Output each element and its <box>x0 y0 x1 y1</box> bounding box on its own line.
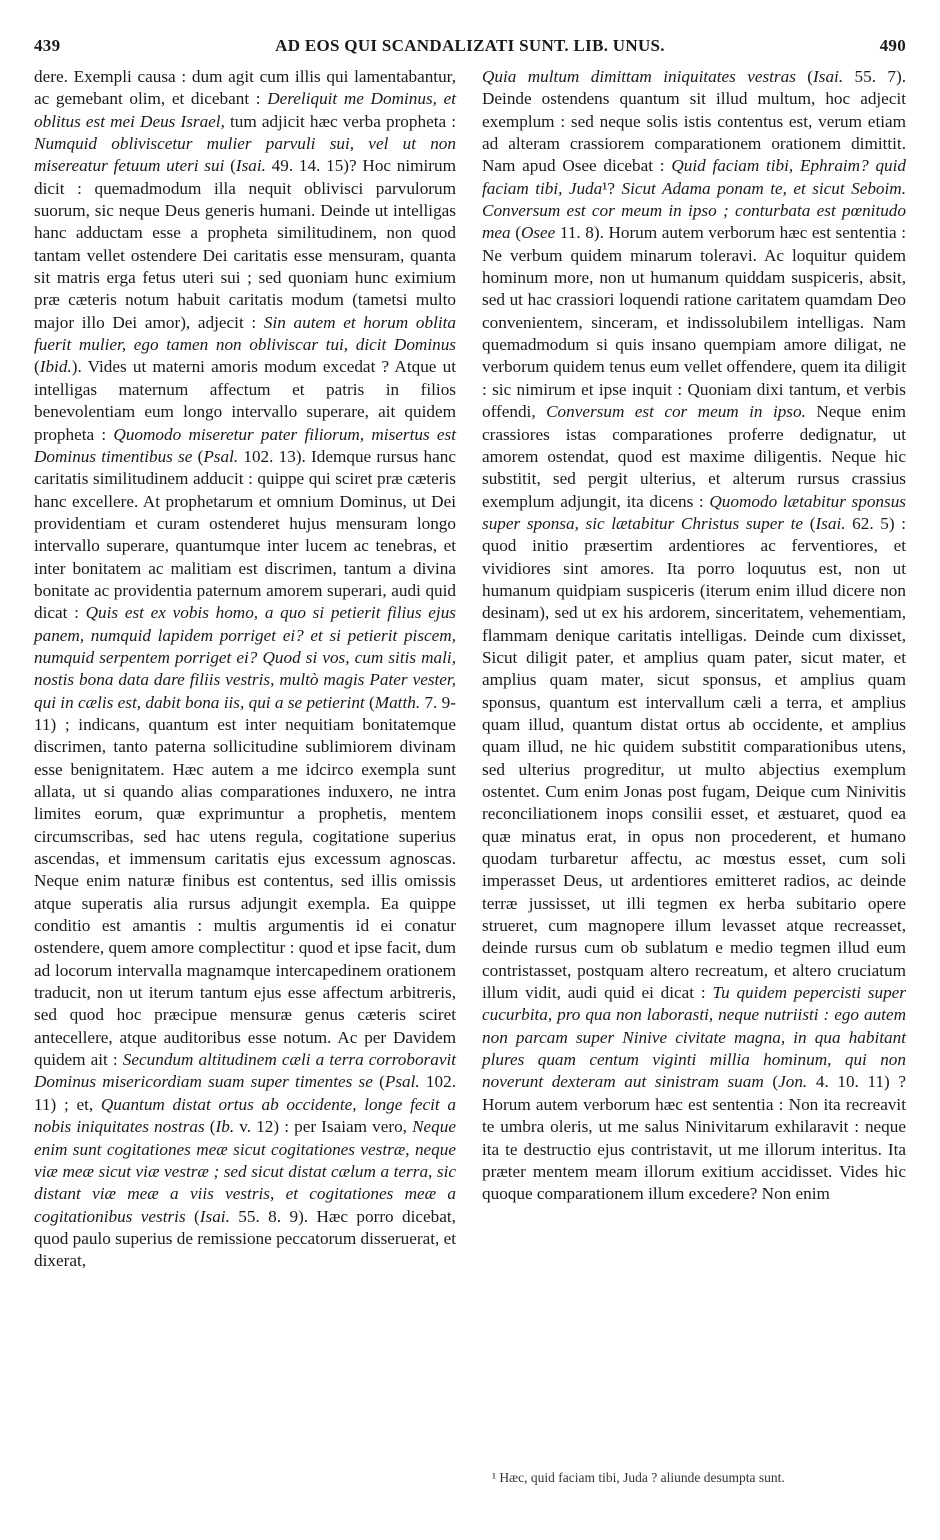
body-text: ( <box>510 223 521 243</box>
body-text: 102. 13). Idemque rursus hanc caritatis similitudinem adducit : quippe qui sciret præ cæteris hanc excellere. At prophetarum et omnium Dominus, ut Dei providentiam et curam ostenderet hujus mensuram longo intervallo superare, quantumque inter lucem ac tenebras, et inter bonitatem ac malitiam est discrimen, tantum a divina bonitate ac providentia paternum amorem superari, audi quid dicat : <box>34 446 457 623</box>
italic-quotation: Sin autem et horum oblita fuerit mulier, ego tamen non obliviscar tui, dicit Dominus <box>34 312 456 355</box>
italic-quotation: Secundum altitudinem cæli a terra corroboravit Dominus misericordiam suam super timentes se <box>34 1050 457 1092</box>
body-text: ( <box>803 513 816 533</box>
body-text: ( <box>763 1072 779 1092</box>
body-text: ( <box>224 156 236 176</box>
body-text: 62. 5) : quod initio præsertim ardentiores ac ferventiores, et vividiores sint amores. Ita porro loquutus est, non ut humanum quidpiam suspiceris (iterum enim illud dicere non desinam), sed ut ex his ardorem, sinceritatem, vehementiam, flammam denique caritatis intelligas. Deinde cum dixisset, Sicut diligit pater, et amplius quam pater, sicut mater, et amplius quam mater, sicut sponsus, et amplius quam sponsus, quantum est intervallum cæli a terra, et amplius quam illud, quantum distat ortus ab occidente, et amplius quam illud, ne hic quidem substitit comparationibus utens, sed ulterius progreditur, ut multo abjectius exemplum ostentet. Cum enim Jonas post fugam, Deique cum Ninivitis reconciliationem inops consilii esset, et æstuaret, quod ea quæ minatus erat, in opus non procederent, et humano quodam turbaretur affectu, ac mœstus esset, cum soli imperasset Deus, ut ardentiores emitteret radios, ac deinde terræ jussisset, ut illi tegmen ex herba subitario opere strueret, cum magnopere illum levasset atque recreasset, deinde rursus cum ob sublatum e medio tegmen illud eum contristasset, postquam altero recreatum, et altero cruciatum illum vidit, audi quid ei dicat : <box>482 513 907 1003</box>
italic-quotation: Quomodo miseretur pater filiorum, misertus est Dominus timentibus se <box>34 424 456 466</box>
footnote: ¹ Hæc, quid faciam tibi, Juda ? aliunde desumpta sunt. <box>492 1470 785 1485</box>
body-text: v. 12) : per Isaiam vero, <box>234 1117 413 1137</box>
italic-quotation: Dereliquit me Dominus, et oblitus est mei Deus Israel, <box>34 89 456 131</box>
italic-quotation: Isai. <box>815 513 846 533</box>
body-text: ¹? <box>602 178 622 198</box>
left-text-column <box>34 66 456 1273</box>
page-number-right: 490 <box>879 36 906 55</box>
italic-quotation: Isai. <box>813 67 844 86</box>
body-text: ( <box>185 1206 200 1226</box>
left-column-body <box>34 66 456 1273</box>
italic-quotation: Numquid obliviscetur mulier parvuli sui, vel ut non misereatur fetuum uteri sui <box>34 134 456 176</box>
italic-quotation: Osee <box>520 223 556 243</box>
body-text: ( <box>204 1117 216 1137</box>
italic-quotation: Isai. <box>235 156 266 176</box>
body-text: 7. 9-11) ; indicans, quantum est inter nequitiam bonitatemque discrimen, tanto paterna sollicitudine sublimiorem divinam esse benignitatem. Hæc autem a me idcirco exempla sunt allata, ut si quando alias comparationes induxero, ne intra limites eorum, quæ exprimuntur a prophetis, mentem circumscribas, sed hac utens regula, cogitatione superius ascendas, et immensum caritatis ejus excessum agnoscas. Neque enim naturæ finibus est contentus, sed illis omissis atque superatis alia rursus adjungit exempla. Ea quippe conditio est amantis : multis argumentis id ei conatur ostendere, quem amore complectitur : quod et ipse facit, dum ad locorum intervalla magnamque intercapedinem orationem traducit, non ut iterum tantum ejus esse affectum arbitreris, sed quod hoc præcipue mensuræ genus cæteris sciret antecellere, atque auditoribus esse notum. Ac per Davidem quidem ait : <box>34 692 456 1070</box>
body-text: ). Vides ut materni amoris modum excedat ? Atque ut intelligas maternum affectum et patris in filios benevolentiam eum longo intervallo superare, ait quidem propheta : <box>34 357 456 444</box>
body-text: tum adjicit hæc verba propheta : <box>224 111 456 131</box>
italic-quotation: Ibid. <box>39 357 72 377</box>
italic-quotation: Quia multum dimittam iniquitates vestras <box>482 67 796 86</box>
italic-quotation: Conversum est cor meum in ipso. <box>546 402 806 422</box>
italic-quotation: Quantum distat ortus ab occidente, longe fecit a nobis iniquitates nostras <box>34 1094 456 1137</box>
italic-quotation: Quid faciam tibi, Ephraim? quid faciam tibi, Juda <box>482 156 906 198</box>
body-text: 102. 11) ; et, <box>34 1072 457 1114</box>
body-text: Neque enim crassiores istas comparationes proferre dedignatur, ut amorem ostendat, quod est maxime diligentis. Neque hic substitit, sed pergit ulterius, et alterum rursus crassius exemplum adjungit, ita dicens : <box>482 402 906 511</box>
italic-quotation: Psal. <box>384 1072 420 1092</box>
body-text: ( <box>795 67 814 86</box>
body-text: 49. 14. 15)? Hoc nimirum dicit : quemadmodum illa nequit oblivisci parvulorum suorum, sic neque Deus generis humani. Deinde ut intelligas hanc adductam esse a propheta similitudinem, non quod tantam vellet ostendere Dei caritatis esse mensuram, quanta sit matris erga fetus uteri sui ; sed quoniam hunc eximium præ cæteris notum habuit caritatis modum (tametsi multo major illo Dei amor), adjecit : <box>34 156 456 332</box>
body-text: 11. 8). Horum autem verborum hæc est sententia : Ne verbum quidem minarum toleravi. Ac loquitur quidem hominum more, non ut humanum quiddam suspiceris, absit, sed ut hac crassiori loquendi ratione caritatem quamdam Deo convenientem, sinceram, et indissolubilem intelligas. Nam quemadmodum si quis insano quempiam amore diligat, ne verborum quidem tenus eum vellet offendere, quem ita diligit : sic nimirum et ipse inquit : Quoniam dixi tantum, et verbis offendi, <box>482 223 906 422</box>
italic-quotation: Tu quidem pepercisti super cucurbita, pro qua non laborasti, neque nutriisti : ego autem non parcam super Ninive civitate magna, in qua habitant plures quam centum viginti millia hominum, qui non noverunt dexteram aut sinistram suam <box>482 983 906 1092</box>
body-text: ( <box>364 692 375 712</box>
italic-quotation: Psal. <box>203 446 239 466</box>
body-text: 4. 10. 11) ? Horum autem verborum hæc est sententia : Non ita recreavit te umbra oleris, ut me salus Ninivitarum exhilaravit : neque ita te destructio ejus contristavit, ut me illorum interitus. Ita præter mentem meam illorum exitium accidisset. Vides hic quoque comparationem illum excedere? Non enim <box>482 1072 906 1204</box>
right-column-body <box>482 66 906 1206</box>
italic-quotation: Ib. <box>215 1117 235 1137</box>
italic-quotation: Quis est ex vobis homo, a quo si petierit filius ejus panem, numquid lapidem porriget ei? et si petierit piscem, numquid serpentem porriget ei? Quod si vos, cum sitis mali, nostis bona data dare filiis vestris, multò magis Pater vester, qui in cælis est, dabit bona iis, qui a se petierint <box>34 603 456 712</box>
italic-quotation: Sicut Adama ponam te, et sicut Seboim. Conversum est cor meum in ipso ; conturbata est pœnitudo mea <box>482 178 906 243</box>
running-title: AD EOS QUI SCANDALIZATI SUNT. LIB. UNUS. <box>275 36 665 55</box>
body-text: 55. 7). Deinde ostendens quantum sit illud multum, hoc adjecit exemplum : sed neque solis istis contentus est, verum etiam ad alteram crassiorem comparationem orationem dimittit. Nam apud Osee dicebat : <box>482 67 906 176</box>
body-text: ( <box>192 446 204 466</box>
page-header <box>34 34 906 64</box>
italic-quotation: Quomodo lætabitur sponsus super sponsa, sic lætabitur Christus super te <box>482 491 906 533</box>
italic-quotation: Isai. <box>199 1206 230 1226</box>
body-text: ( <box>372 1072 385 1092</box>
body-text: ( <box>34 357 40 377</box>
italic-quotation: Jon. <box>778 1072 808 1092</box>
right-text-column <box>482 66 906 1206</box>
italic-quotation: Neque enim sunt cogitationes meæ sicut cogitationes vestræ, neque viæ meæ sicut viæ vestræ ; sed sicut distat cælum a terra, sic distant viæ meæ a viis vestris, et cogitationes meæ a cogitationibus vestris <box>34 1117 457 1226</box>
page-number-left: 439 <box>34 36 61 55</box>
italic-quotation: Matth. <box>374 692 421 712</box>
body-text: 55. 8. 9). Hæc porro dicebat, quod paulo superius de remissione peccatorum disseruerat, et dixerat, <box>34 1206 456 1271</box>
body-text: dere. Exempli causa : dum agit cum illis qui lamentabantur, ac gemebant olim, et dicebant : <box>34 67 456 109</box>
